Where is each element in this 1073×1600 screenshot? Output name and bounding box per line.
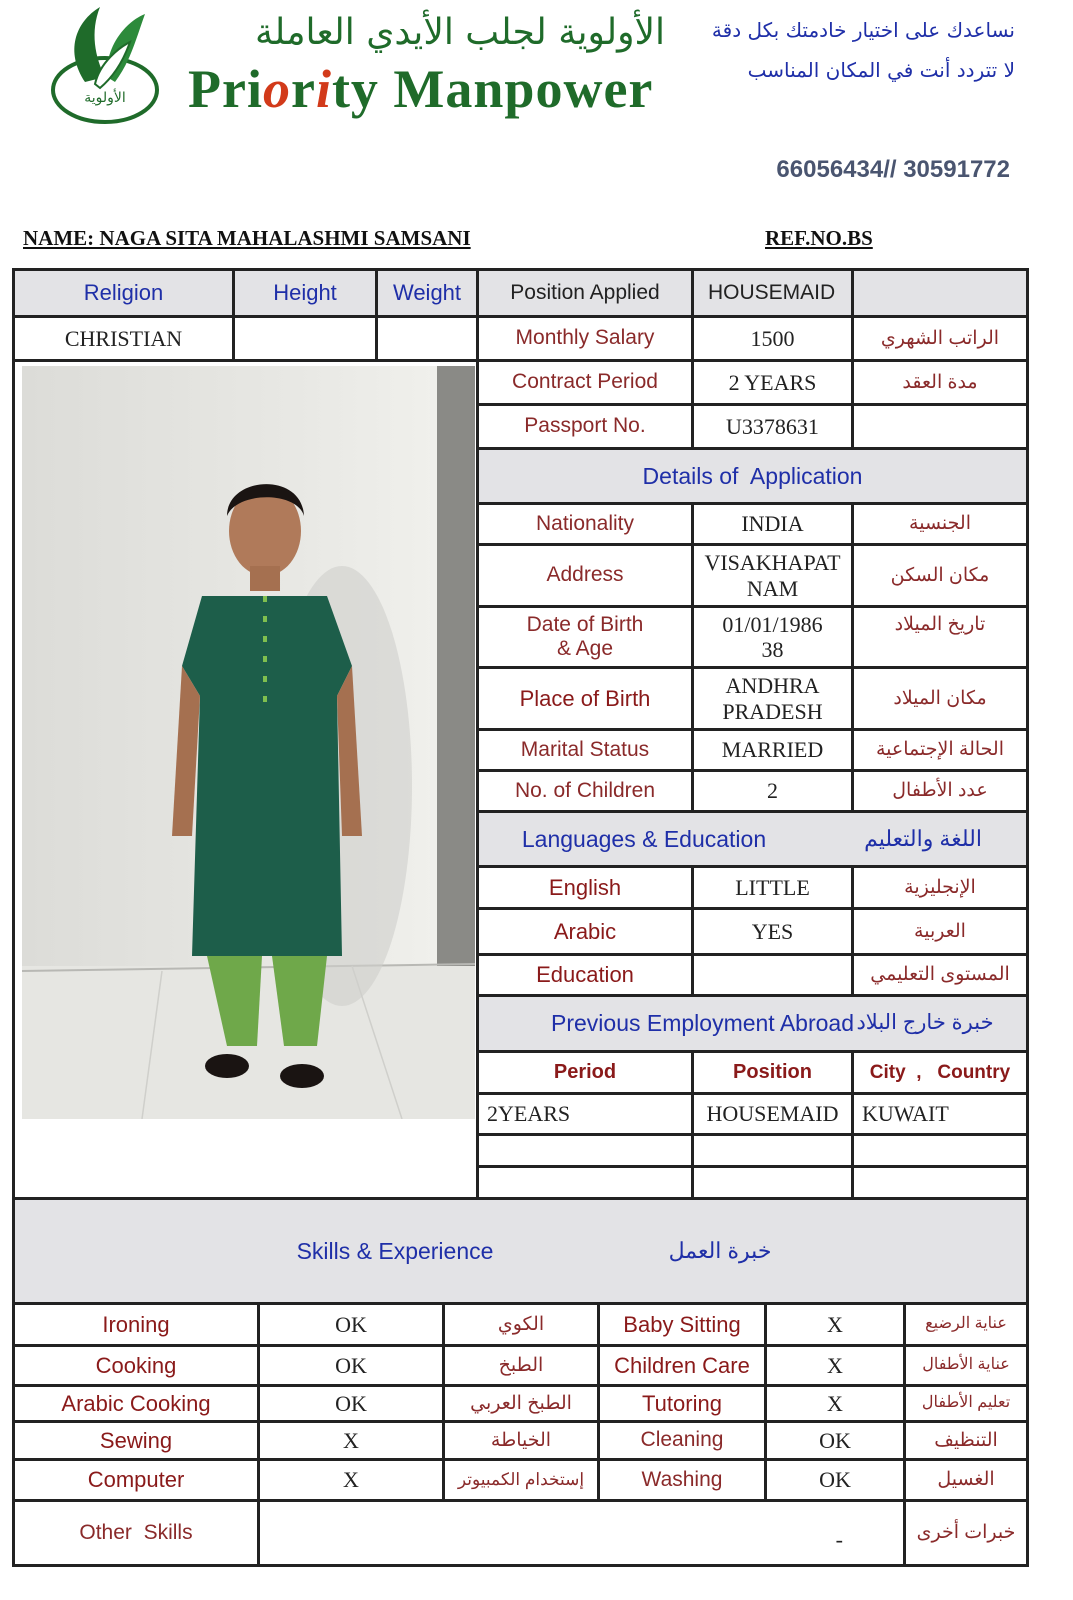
skill-right-3-value: X: [827, 1390, 843, 1416]
salary-value: 1500: [750, 325, 795, 351]
employment-section-title: Previous Employment Abroad: [551, 1010, 854, 1037]
children-label: No. of Children: [514, 778, 656, 802]
skill-left-3-ar: الطبخ العربي: [470, 1392, 572, 1414]
skill-right-2-value: X: [827, 1352, 843, 1378]
salary-label: Monthly Salary: [515, 326, 655, 350]
skill-left-1-ar: الكوي: [497, 1313, 545, 1335]
children-ar: عدد الأطفال: [892, 780, 988, 802]
languages-section-title: Languages & Education: [521, 825, 767, 852]
skill-right-5-label: Washing: [641, 1467, 723, 1491]
skill-right-4-label: Cleaning: [640, 1428, 724, 1452]
skill-left-1-value: OK: [335, 1311, 367, 1337]
position-applied-value: HOUSEMAID: [708, 280, 836, 304]
employment-period-header: Period: [553, 1061, 617, 1083]
religion-label: Religion: [83, 280, 164, 306]
skill-left-3-value: OK: [335, 1390, 367, 1416]
other-skills-value: -: [835, 1526, 843, 1552]
slogan-line-1: نساعدك على اختيار خادمتك بكل دقة: [711, 18, 1015, 42]
religion-value: CHRISTIAN: [64, 325, 183, 351]
nationality-label: Nationality: [535, 511, 635, 535]
employment-row-1-position: HOUSEMAID: [706, 1101, 839, 1127]
passport-value: U3378631: [726, 413, 819, 439]
marital-ar: الحالة الإجتماعية: [876, 739, 1004, 761]
education-label: Education: [536, 962, 634, 988]
arabic-company-name: الأولوية لجلب الأيدي العاملة: [254, 12, 666, 53]
skill-left-2-label: Cooking: [95, 1352, 177, 1378]
address-value: [694, 546, 851, 605]
skill-right-2-label: Children Care: [614, 1352, 750, 1378]
dob-label-line1: Date of Birth: [526, 612, 644, 636]
education-ar: المستوى التعليمي: [870, 964, 1010, 986]
pob-value: [694, 669, 851, 728]
english-ar: الإنجليزية: [904, 876, 976, 898]
applicant-photo: [22, 366, 475, 1119]
address-label: Address: [546, 563, 624, 587]
other-skills-ar: خبرات أخرى: [916, 1522, 1016, 1544]
slogan-line-2: لا تتردد أنت في المكان المناسب: [747, 58, 1015, 82]
pob-label: Place of Birth: [519, 685, 651, 711]
arabic-label: Arabic: [553, 918, 617, 944]
passport-label: Passport No.: [524, 414, 646, 438]
employment-row-2-position: [694, 1136, 851, 1165]
skill-left-3-label: Arabic Cooking: [61, 1390, 211, 1416]
skill-right-4-value: OK: [819, 1427, 851, 1453]
arabic-ar: العربية: [914, 920, 966, 942]
languages-section-title-ar: اللغة والتعليم: [864, 826, 982, 852]
other-skills-label: Other Skills: [79, 1520, 193, 1544]
skill-right-1-ar: عناية الرضيع: [925, 1315, 1007, 1333]
skills-section-title: Skills & Experience: [296, 1237, 494, 1264]
skill-right-1-value: X: [827, 1311, 843, 1337]
employment-row-3-country: [854, 1168, 1026, 1197]
arabic-value: YES: [751, 918, 794, 944]
marital-value: MARRIED: [721, 737, 824, 763]
dob-label-line2: & Age: [556, 637, 614, 660]
dob-label: [479, 608, 691, 666]
height-value: [235, 318, 375, 359]
dob-ar: تاريخ الميلاد: [894, 614, 986, 635]
pob-ar: مكان الميلاد: [893, 687, 987, 709]
contract-period-value: 2 YEARS: [728, 369, 817, 395]
address-value-line1: VISAKHAPAT: [704, 550, 841, 576]
contract-period-ar: مدة العقد: [902, 371, 978, 393]
address-ar: مكان السكن: [890, 564, 990, 586]
height-label: Height: [273, 280, 337, 306]
company-name-i: i: [315, 59, 332, 119]
skill-left-4-ar: الخياطة: [490, 1429, 552, 1451]
skill-right-1-label: Baby Sitting: [623, 1311, 741, 1337]
position-applied-label: Position Applied: [510, 280, 660, 304]
skill-left-5-ar: إستخدام الكمبيوتر: [457, 1470, 585, 1490]
address-value-line2: NAM: [746, 575, 799, 601]
applicant-name: NAME: NAGA SITA MAHALASHMI SAMSANI: [23, 226, 471, 250]
skill-left-4-value: X: [343, 1427, 359, 1453]
skill-left-4-label: Sewing: [99, 1427, 173, 1453]
employment-section-title-ar: خبرة خارج البلاد: [856, 1011, 994, 1035]
details-section-title: Details of Application: [642, 462, 863, 489]
marital-label: Marital Status: [520, 737, 650, 761]
skill-right-4-ar: التنظيف: [934, 1429, 998, 1451]
dob-date: 01/01/1986: [722, 611, 823, 637]
company-name-part2: r: [290, 59, 316, 119]
reference-number: REF.NO.BS: [765, 226, 873, 250]
contract-period-label: Contract Period: [512, 370, 658, 394]
employment-row-3-position: [694, 1168, 851, 1197]
employment-row-2-country: [854, 1136, 1026, 1165]
skill-left-2-value: OK: [335, 1352, 367, 1378]
dob-value: [694, 608, 851, 666]
employment-row-2-period: [479, 1136, 691, 1165]
weight-value: [378, 318, 476, 359]
skills-section-title-ar: خبرة العمل: [668, 1238, 772, 1264]
employment-row-3-period: [479, 1168, 691, 1197]
pob-value-line2: PRADESH: [722, 698, 823, 724]
company-name-part3: ty Manpower: [331, 59, 654, 119]
english-value: LITTLE: [735, 874, 810, 900]
salary-ar: الراتب الشهري: [880, 327, 1000, 349]
skill-left-5-value: X: [343, 1467, 359, 1493]
employment-city-header: City , Country: [869, 1061, 1011, 1083]
skill-right-5-ar: الغسيل: [937, 1469, 995, 1491]
skill-left-5-label: Computer: [87, 1467, 185, 1493]
pob-value-line1: ANDHRA: [725, 673, 820, 699]
age-value: 38: [761, 637, 784, 662]
employment-row-1-country: KUWAIT: [862, 1101, 949, 1127]
skill-left-2-ar: الطبخ: [498, 1354, 544, 1376]
employment-position-header: Position: [733, 1061, 812, 1083]
nationality-value: INDIA: [741, 511, 804, 537]
company-name-o: o: [262, 59, 291, 119]
weight-label: Weight: [392, 280, 462, 306]
children-value: 2: [767, 778, 778, 804]
employment-row-1-period: 2YEARS: [487, 1101, 571, 1127]
phone-numbers: 66056434// 30591772: [776, 156, 1010, 183]
logo-text: الأولوية: [84, 90, 126, 106]
english-label: English: [548, 874, 622, 900]
skill-right-5-value: OK: [819, 1467, 851, 1493]
skill-right-2-ar: عناية الأطفال: [922, 1356, 1010, 1374]
company-name-part1: Pri: [188, 59, 263, 119]
skill-right-3-ar: تعليم الأطفال: [921, 1394, 1011, 1412]
nationality-ar: الجنسية: [909, 513, 971, 535]
skill-right-3-label: Tutoring: [642, 1390, 722, 1416]
education-value: [694, 956, 851, 994]
skill-left-1-label: Ironing: [102, 1311, 170, 1337]
